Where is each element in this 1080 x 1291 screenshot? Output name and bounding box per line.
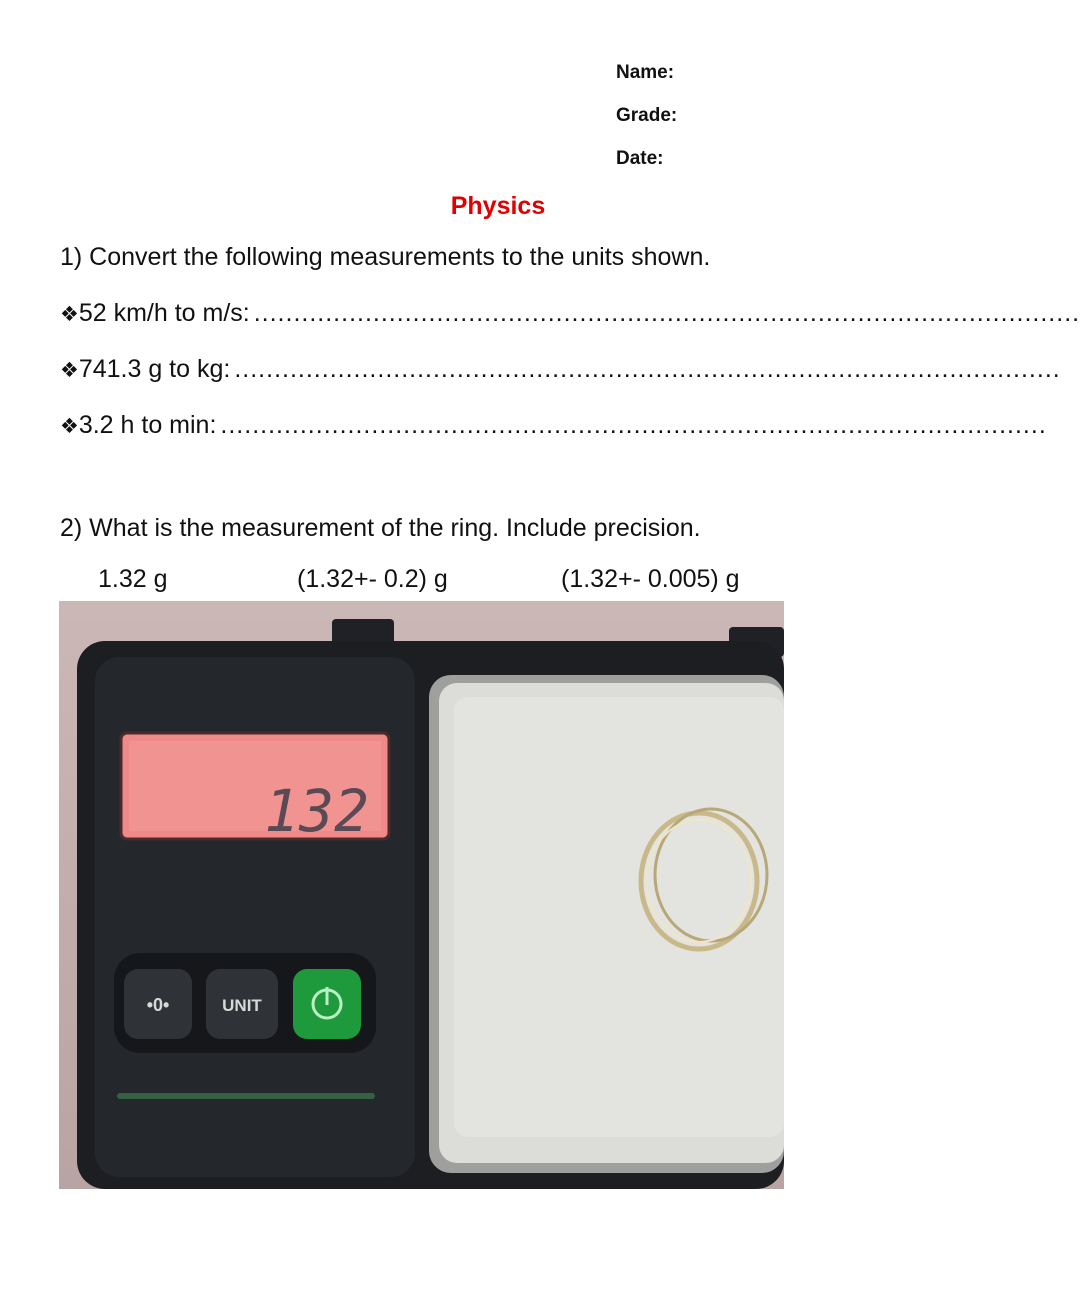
tare-button-label: •0• bbox=[146, 995, 170, 1015]
date-label: Date: bbox=[616, 148, 664, 169]
conversion-item-text: 52 km/h to m/s: bbox=[78, 299, 250, 327]
display-reading: 132 bbox=[264, 777, 369, 845]
answer-option[interactable]: (1.32+- 0.005) g bbox=[561, 565, 740, 593]
page-title: Physics bbox=[450, 192, 546, 220]
answer-option[interactable]: (1.32+- 0.2) g bbox=[297, 565, 448, 593]
conversion-item-text: 741.3 g to kg: bbox=[78, 355, 231, 383]
answer-blank[interactable]: ........................................................................................................ bbox=[253, 299, 1080, 327]
name-label: Name: bbox=[616, 62, 675, 83]
answer-blank[interactable]: ........................................................................................................ bbox=[220, 411, 1047, 439]
conversion-item-text: 3.2 h to min: bbox=[78, 411, 217, 439]
answer-option[interactable]: 1.32 g bbox=[98, 565, 168, 593]
diamond-bullet-icon: ❖ bbox=[60, 302, 79, 326]
conversion-item bbox=[60, 411, 1047, 440]
diamond-bullet-icon: ❖ bbox=[60, 414, 79, 438]
scale-photo bbox=[59, 601, 784, 1189]
diamond-bullet-icon: ❖ bbox=[60, 358, 79, 382]
conversion-item bbox=[60, 355, 1061, 384]
unit-button-label: UNIT bbox=[222, 996, 262, 1015]
question-1-prompt: 1) Convert the following measurements to the units shown. bbox=[60, 243, 711, 271]
conversion-item bbox=[60, 299, 1080, 328]
grade-label: Grade: bbox=[616, 105, 678, 126]
answer-blank[interactable]: ........................................................................................................ bbox=[234, 355, 1061, 383]
question-2-prompt: 2) What is the measurement of the ring. Include precision. bbox=[60, 514, 701, 542]
